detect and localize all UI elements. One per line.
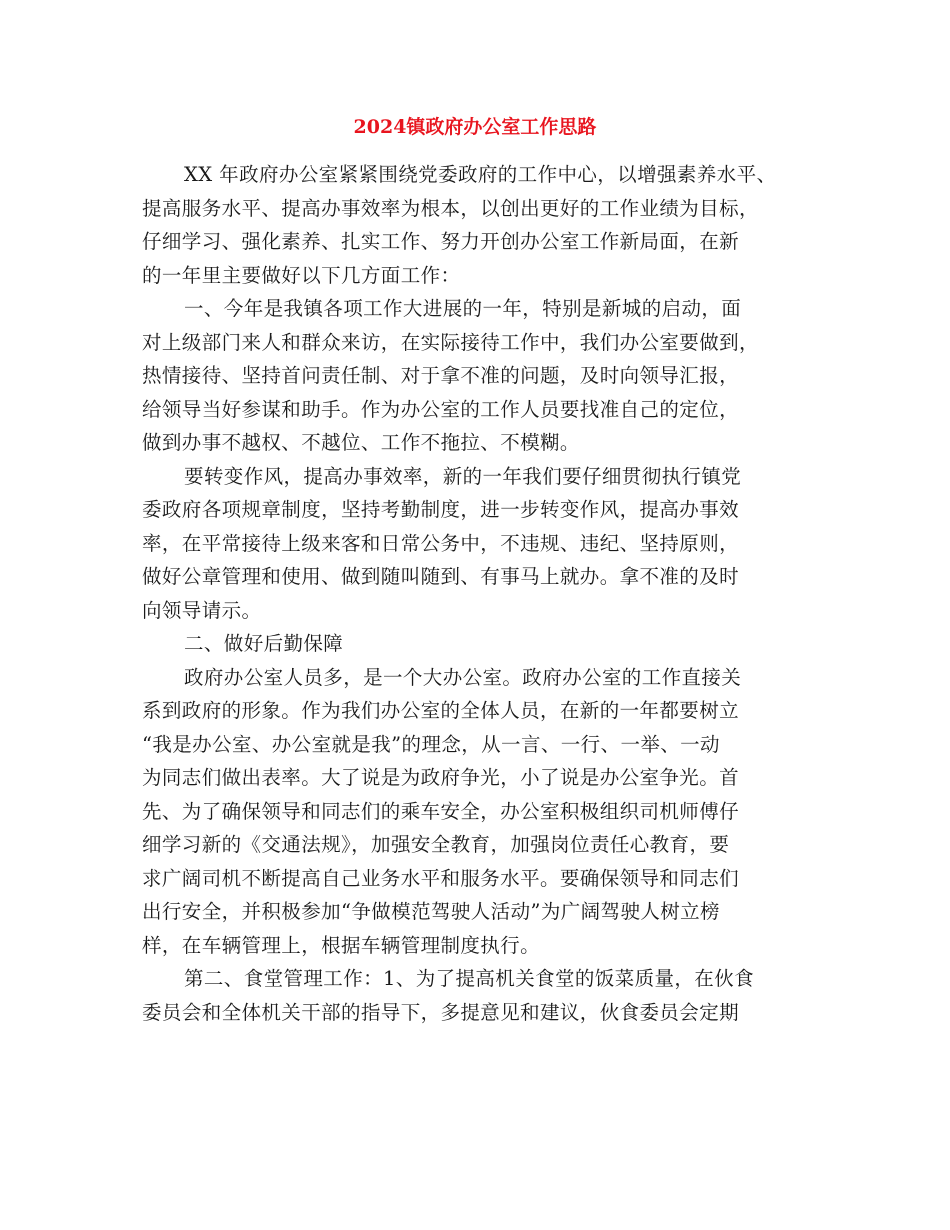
text-line: 细学习新的《交通法规》，加强安全教育，加强岗位责任心教育，要 xyxy=(142,833,730,856)
paragraph-work-style xyxy=(142,460,822,628)
text-line: 出行安全，并积极参加“争做模范驾驶人活动”为广阔驾驶人树立榜 xyxy=(142,900,720,923)
paragraph-reception xyxy=(142,292,822,460)
section-heading-logistics xyxy=(142,627,822,661)
text-line: 第二、食堂管理工作：1、为了提高机关食堂的饭菜质量，在伙食 xyxy=(184,967,755,990)
text-line: 求广阔司机不断提高自己业务水平和服务水平。要确保领导和同志们 xyxy=(142,866,740,890)
text-line: XX 年政府办公室紧紧围绕党委政府的工作中心，以增强素养水平、 xyxy=(184,163,777,186)
text-line: 样，在车辆管理上，根据车辆管理制度执行。 xyxy=(142,933,541,957)
text-line: 为同志们做出表率。大了说是为政府争光，小了说是办公室争光。首 xyxy=(142,766,740,789)
document-title: 2024镇政府办公室工作思路 xyxy=(353,116,597,138)
text-line: 对上级部门来人和群众来访，在实际接待工作中，我们办公室要做到， xyxy=(142,330,759,354)
text-line: 的一年里主要做好以下几方面工作： xyxy=(142,263,461,287)
text-line: 先、为了确保领导和同志们的乘车安全，办公室积极组织司机师傅仔 xyxy=(142,799,740,823)
text-line: 给领导当好参谋和助手。作为办公室的工作人员要找准自己的定位， xyxy=(142,397,740,421)
text-line: 二、做好后勤保障 xyxy=(184,632,344,655)
text-line: 热情接待、坚持首问责任制、对于拿不准的问题，及时向领导汇报， xyxy=(142,364,740,387)
text-line: 仔细学习、强化素养、扎实工作、努力开创办公室工作新局面，在新 xyxy=(142,230,740,253)
text-line: 一、今年是我镇各项工作大进展的一年，特别是新城的启动，面 xyxy=(184,297,742,320)
paragraph-canteen xyxy=(142,962,822,1029)
text-line: 政府办公室人员多，是一个大办公室。政府办公室的工作直接关 xyxy=(184,665,742,689)
text-line: 委政府各项规章制度，坚持考勤制度，进一步转变作风，提高办事效 xyxy=(142,498,740,521)
text-line: 提高服务水平、提高办事效率为根本，以创出更好的工作业绩为目标， xyxy=(142,196,759,220)
paragraph-intro xyxy=(142,158,822,292)
text-line: 向领导请示。 xyxy=(142,598,262,622)
document-body xyxy=(142,158,822,1029)
text-line: 做好公章管理和使用、做到随叫随到、有事马上就办。拿不准的及时 xyxy=(142,565,740,588)
paragraph-logistics xyxy=(142,661,822,963)
text-line: “我是办公室、办公室就是我”的理念，从一言、一行、一举、一动 xyxy=(142,732,720,756)
text-line: 委员会和全体机关干部的指导下，多提意见和建议，伙食委员会定期 xyxy=(142,1000,740,1024)
text-line: 率，在平常接待上级来客和日常公务中，不违规、违纪、坚持原则， xyxy=(142,531,740,555)
text-line: 要转变作风，提高办事效率，新的一年我们要仔细贯彻执行镇党 xyxy=(184,464,742,488)
text-line: 做到办事不越权、不越位、工作不拖拉、不模糊。 xyxy=(142,431,580,454)
text-line: 系到政府的形象。作为我们办公室的全体人员，在新的一年都要树立 xyxy=(142,699,740,722)
